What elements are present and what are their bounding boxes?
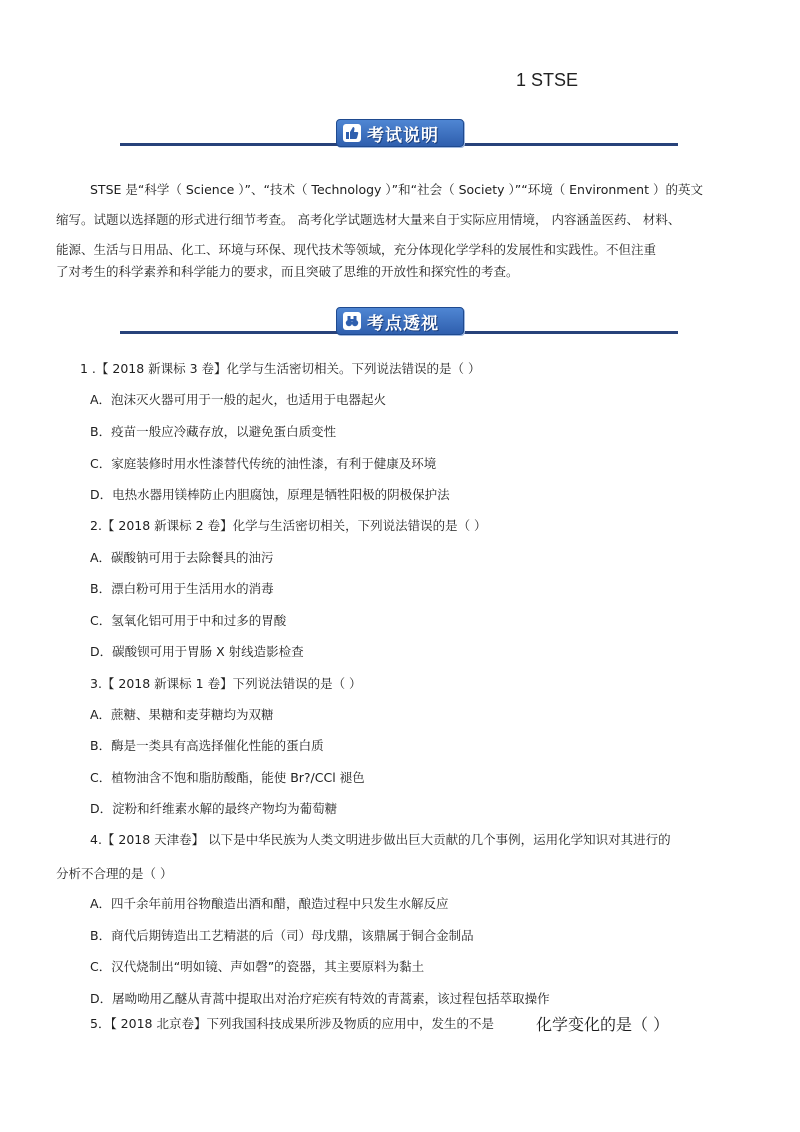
banner-title: 考点透视 — [367, 313, 439, 334]
option-c: C．汉代烧制出“明如镜、声如磬”的瓷器，其主要原料为黏土 — [90, 959, 425, 974]
option-b: B．商代后期铸造出工艺精湛的后（司）母戊鼎，该鼎属于铜合金制品 — [90, 928, 474, 943]
option-c: C．植物油含不饱和脂肪酸酯，能使 Br?/CCl 褪色 — [90, 770, 365, 785]
banner-divider-left — [120, 143, 345, 146]
option-a: A．蔗糖、果糖和麦芽糖均为双糖 — [90, 707, 274, 722]
question-stem: 3.【 2018 新课标 1 卷】下列说法错误的是（ ） — [90, 676, 362, 691]
banner-box — [336, 119, 464, 147]
option-b: B．漂白粉可用于生活用水的消毒 — [90, 581, 274, 596]
option-a: A．泡沫灭火器可用于一般的起火，也适用于电器起火 — [90, 392, 387, 407]
question-stem: 5．【 2018 北京卷】下列我国科技成果所涉及物质的应用中，发生的不是 — [90, 1016, 494, 1031]
option-b: B．疫苗一般应冷藏存放，以避免蛋白质变性 — [90, 424, 337, 439]
option-c: C．家庭装修时用水性漆替代传统的油性漆，有利于健康及环境 — [90, 456, 437, 471]
banner-divider-right — [460, 143, 678, 146]
option-c: C．氢氧化铝可用于中和过多的胃酸 — [90, 613, 287, 628]
option-d: D．电热水器用镁棒防止内胆腐蚀，原理是牺牲阳极的阴极保护法 — [90, 487, 450, 502]
question-stem-continued: 分析不合理的是（ ） — [56, 866, 173, 881]
document-title: 1 STSE — [516, 70, 579, 90]
option-a: A．四千余年前用谷物酿造出酒和醋，酿造过程中只发生水解反应 — [90, 896, 449, 911]
binoculars-icon — [343, 312, 361, 330]
banner-divider-left — [120, 331, 345, 334]
intro-line-4: 了对考生的科学素养和科学能力的要求，而且突破了思维的开放性和探究性的考查。 — [56, 264, 519, 279]
thumbs-up-icon — [343, 124, 361, 142]
banner-title: 考试说明 — [367, 125, 439, 146]
question-stem: 1 .【 2018 新课标 3 卷】化学与生活密切相关。下列说法错误的是（ ） — [80, 361, 481, 376]
question-stem: 2.【 2018 新课标 2 卷】化学与生活密切相关，下列说法错误的是（ ） — [90, 518, 487, 533]
intro-line-3: 能源、生活与日用品、化工、环境与环保、现代技术等领域，充分体现化学学科的发展性和实践性。不但注重 — [56, 242, 657, 257]
option-b: B．酶是一类具有高选择催化性能的蛋白质 — [90, 738, 324, 753]
option-d: D．淀粉和纤维素水解的最终产物均为葡萄糖 — [90, 801, 338, 816]
question-stem: 4.【 2018 天津卷】 以下是中华民族为人类文明进步做出巨大贡献的几个事例，运用化学知识对其进行的 — [90, 832, 671, 847]
banner-box — [336, 307, 464, 335]
intro-line-2: 缩写。试题以选择题的形式进行细节考查。 高考化学试题选材大量来自于实际应用情境， 内容涵盖医药、 材料、 — [56, 212, 681, 227]
banner-divider-right — [460, 331, 678, 334]
option-a: A．碳酸钠可用于去除餐具的油污 — [90, 550, 274, 565]
intro-line-1: STSE 是“科学（ Science ）”、“技术（ Technology ）”和“社会（ Society ）”“环境（ Environment ）的英文 — [90, 182, 703, 197]
option-d: D．屠呦呦用乙醚从青蒿中提取出对治疗疟疾有特效的青蒿素，该过程包括萃取操作 — [90, 991, 550, 1006]
option-d: D．碳酸钡可用于胃肠 X 射线造影检查 — [90, 644, 304, 659]
question-stem-tail: 化学变化的是（ ） — [536, 1015, 670, 1034]
